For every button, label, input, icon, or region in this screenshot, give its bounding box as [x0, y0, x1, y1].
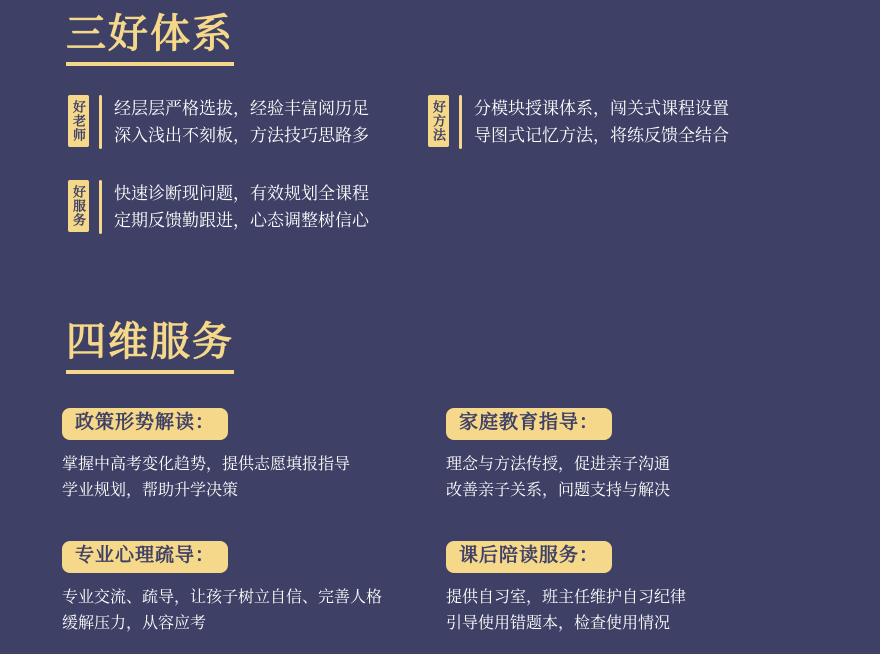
- service-line: 改善亲子关系，问题支持与解决: [446, 481, 671, 499]
- service-line: 引导使用错题本，检查使用情况: [446, 614, 671, 632]
- service-item-after-class: [446, 541, 846, 637]
- feature-text: [114, 180, 369, 234]
- feature-text: [114, 95, 369, 149]
- feature-item-good-service: [68, 180, 369, 234]
- service-text: [62, 452, 462, 504]
- service-text: [62, 585, 462, 637]
- service-badge: 家庭教育指导：: [446, 408, 612, 440]
- feature-line: 导图式记忆方法，将练反馈全结合: [474, 126, 729, 145]
- service-item-family-education: [446, 408, 846, 504]
- feature-divider: [459, 95, 462, 149]
- service-line: 学业规划，帮助升学决策: [62, 481, 239, 499]
- feature-text: [474, 95, 729, 149]
- feature-line: 定期反馈勤跟进，心态调整树信心: [114, 211, 369, 230]
- feature-item-good-teacher: [68, 95, 369, 149]
- service-line: 提供自习室，班主任维护自习纪律: [446, 588, 687, 606]
- feature-line: 经层层严格选拔，经验丰富阅历足: [114, 99, 369, 118]
- service-text: [446, 452, 846, 504]
- service-line: 理念与方法传授，促进亲子沟通: [446, 455, 671, 473]
- feature-tag-label: 好方法: [428, 95, 449, 147]
- section-title-four-services: 四维服务: [66, 322, 234, 374]
- service-badge: 专业心理疏导：: [62, 541, 228, 573]
- feature-line: 分模块授课体系，闯关式课程设置: [474, 99, 729, 118]
- service-item-psychology: [62, 541, 462, 637]
- service-text: [446, 585, 846, 637]
- section-title-three-good: 三好体系: [66, 14, 234, 66]
- feature-divider: [99, 180, 102, 234]
- service-badge: 课后陪读服务：: [446, 541, 612, 573]
- feature-item-good-method: [428, 95, 729, 149]
- service-line: 专业交流、疏导，让孩子树立自信、完善人格: [62, 588, 383, 606]
- service-line: 掌握中高考变化趋势，提供志愿填报指导: [62, 455, 351, 473]
- service-badge: 政策形势解读：: [62, 408, 228, 440]
- feature-tag-label: 好老师: [68, 95, 89, 147]
- feature-line: 快速诊断现问题，有效规划全课程: [114, 184, 369, 203]
- feature-divider: [99, 95, 102, 149]
- feature-line: 深入浅出不刻板，方法技巧思路多: [114, 126, 369, 145]
- service-item-policy: [62, 408, 462, 504]
- service-line: 缓解压力，从容应考: [62, 614, 207, 632]
- feature-tag-label: 好服务: [68, 180, 89, 232]
